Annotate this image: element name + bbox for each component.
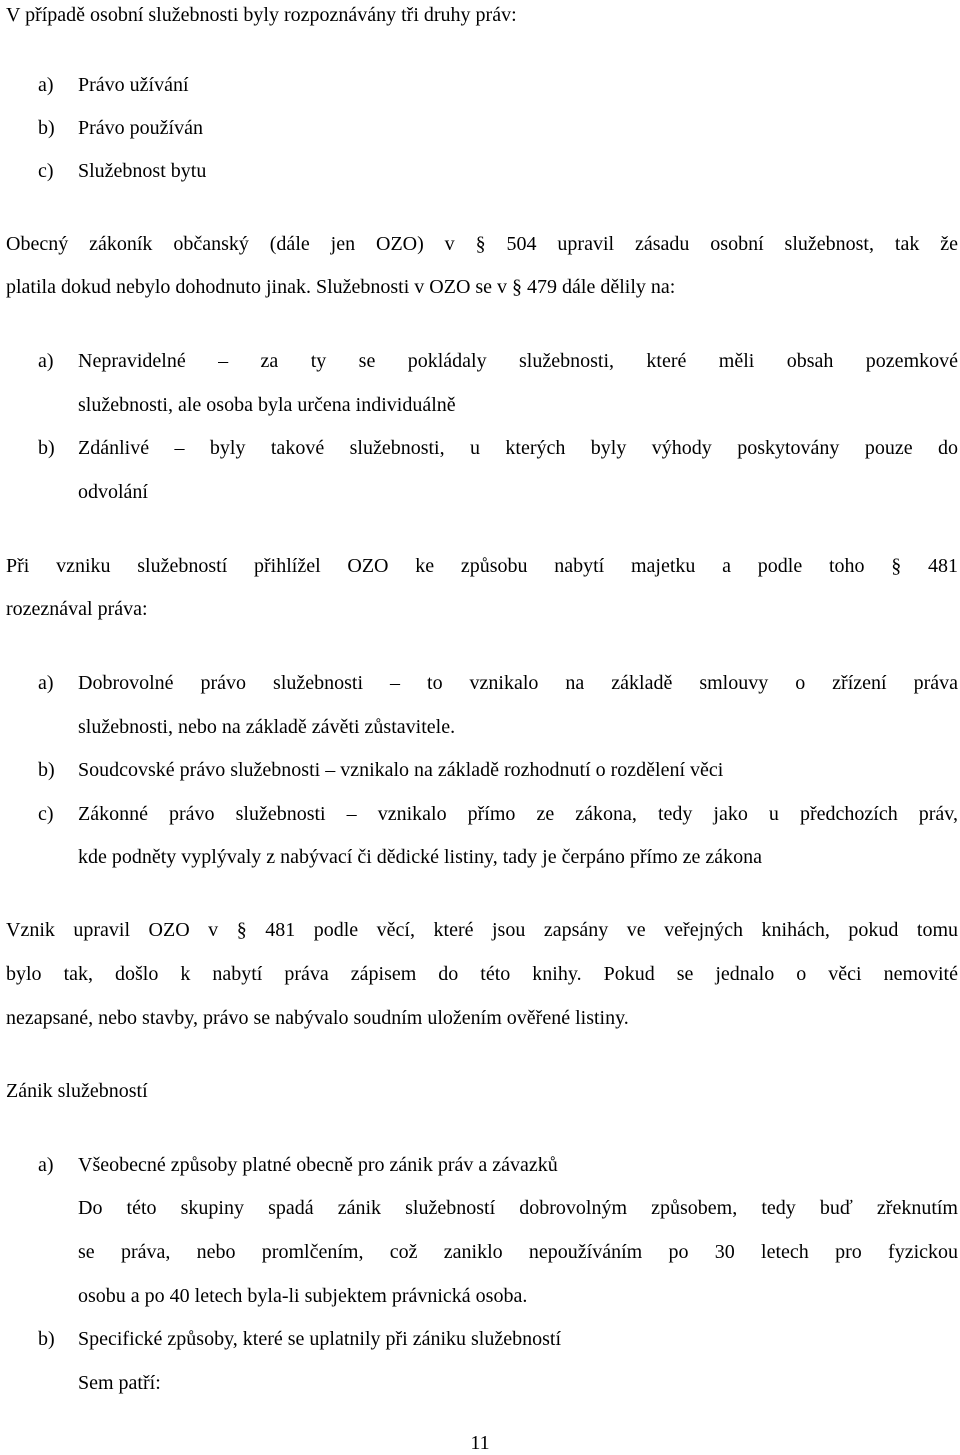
list-item-text: osobu a po 40 letech byla-li subjektem právnická osoba. xyxy=(78,1285,528,1307)
list-marker: a) xyxy=(38,1154,54,1176)
list-item-text: kde podněty vyplývaly z nabývací či dědické listiny, tady je čerpáno přímo ze zákona xyxy=(78,846,763,868)
list-item-text: Právo užívání xyxy=(78,74,189,96)
list-marker: a) xyxy=(38,74,54,96)
section-heading: Zánik služebností xyxy=(6,1080,148,1102)
paragraph-line: Vznik upravil OZO v § 481 podle věcí, které jsou zapsány ve veřejných knihách, pokud tomu xyxy=(6,919,958,941)
paragraph-line: platila dokud nebylo dohodnuto jinak. Služebnosti v OZO se v § 479 dále dělily na: xyxy=(6,276,676,298)
list-item-text: se práva, nebo promlčením, což zaniklo nepoužíváním po 30 letech pro fyzickou xyxy=(78,1241,958,1263)
list-item-text: Do této skupiny spadá zánik služebností dobrovolným způsobem, tedy buď zřeknutím xyxy=(78,1197,958,1219)
list-item-text: Zdánlivé – byly takové služebnosti, u kterých byly výhody poskytovány pouze do xyxy=(78,437,958,459)
list-item-text: služebnosti, ale osoba byla určena individuálně xyxy=(78,394,456,416)
paragraph-line: Obecný zákoník občanský (dále jen OZO) v § 504 upravil zásadu osobní služebnost, tak že xyxy=(6,233,958,255)
list-marker: a) xyxy=(38,350,54,372)
list-item-text: Služebnost bytu xyxy=(78,160,207,182)
list-item-text: Sem patří: xyxy=(78,1372,161,1394)
paragraph-line: bylo tak, došlo k nabytí práva zápisem do této knihy. Pokud se jednalo o věci nemovité xyxy=(6,963,958,985)
list-marker: b) xyxy=(38,759,55,781)
list-item-title: Všeobecné způsoby platné obecně pro zánik práv a závazků xyxy=(78,1154,558,1176)
intro-title: V případě osobní služebnosti byly rozpoznávány tři druhy práv: xyxy=(6,4,517,26)
list-marker: c) xyxy=(38,160,54,182)
list-item-text: služebnosti, nebo na základě závěti zůstavitele. xyxy=(78,716,456,738)
list-item-title: Specifické způsoby, které se uplatnily při zániku služebností xyxy=(78,1328,562,1350)
paragraph-line: nezapsané, nebo stavby, právo se nabývalo soudním uložením ověřené listiny. xyxy=(6,1007,629,1029)
paragraph-line: rozeznával práva: xyxy=(6,598,148,620)
list-marker: b) xyxy=(38,117,55,139)
paragraph-line: Při vzniku služebností přihlížel OZO ke způsobu nabytí majetku a podle toho § 481 xyxy=(6,555,958,577)
list-item-text: Právo používán xyxy=(78,117,203,139)
list-marker: b) xyxy=(38,437,55,459)
list-marker: c) xyxy=(38,803,54,825)
list-marker: a) xyxy=(38,672,54,694)
list-item-text: Dobrovolné právo služebnosti – to vznikalo na základě smlouvy o zřízení práva xyxy=(78,672,958,694)
list-marker: b) xyxy=(38,1328,55,1350)
list-item-text: Nepravidelné – za ty se pokládaly služebnosti, které měli obsah pozemkové xyxy=(78,350,958,372)
list-item-text: Zákonné právo služebnosti – vznikalo přímo ze zákona, tedy jako u předchozích práv, xyxy=(78,803,958,825)
list-item-text: Soudcovské právo služebnosti – vznikalo na základě rozhodnutí o rozdělení věci xyxy=(78,759,724,781)
page-number: 11 xyxy=(470,1432,490,1454)
list-item-text: odvolání xyxy=(78,481,148,503)
